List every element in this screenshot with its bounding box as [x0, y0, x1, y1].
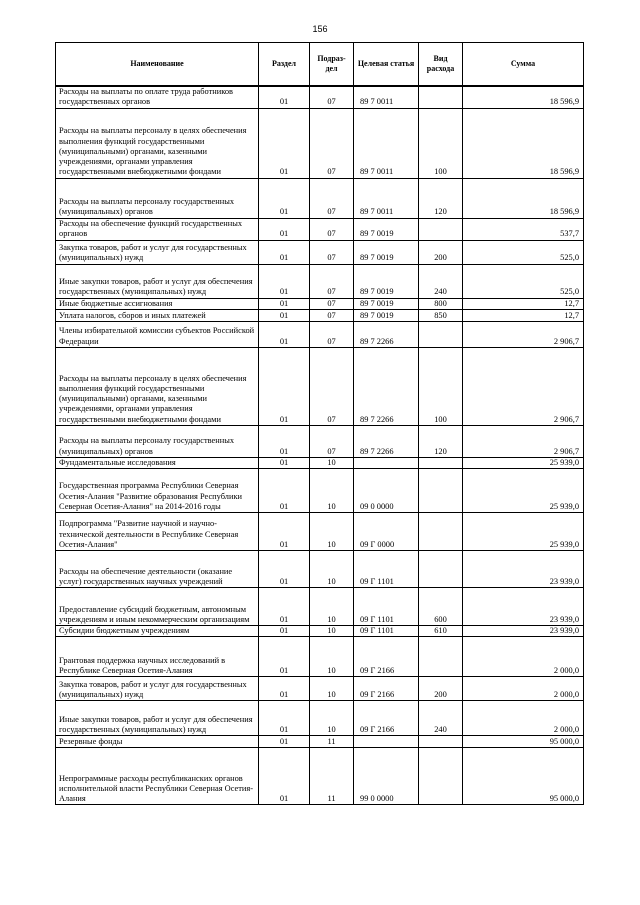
row-name: Расходы на выплаты персоналу в целях обеспечения выполнения функций государственными (муниципальными) органами, казенными учреждениями, органами управления государственными внебюджетными фондами — [56, 108, 259, 178]
row-section: 01 — [259, 550, 310, 587]
row-subsection: 07 — [310, 298, 354, 309]
row-target: 99 0 0000 — [354, 748, 419, 805]
table-row — [56, 677, 584, 701]
row-subsection: 07 — [310, 86, 354, 108]
row-subsection: 07 — [310, 240, 354, 264]
row-expense-type: 240 — [419, 264, 463, 298]
row-target: 89 7 0019 — [354, 298, 419, 309]
table-row — [56, 468, 584, 512]
row-sum: 23 939,0 — [463, 550, 584, 587]
row-sum: 12,7 — [463, 298, 584, 309]
row-expense-type: 850 — [419, 309, 463, 321]
row-sum: 23 939,0 — [463, 587, 584, 625]
row-section: 01 — [259, 587, 310, 625]
row-expense-type: 600 — [419, 587, 463, 625]
row-expense-type: 200 — [419, 677, 463, 701]
header-sum: Сумма — [463, 43, 584, 87]
row-sum: 18 596,9 — [463, 108, 584, 178]
row-section: 01 — [259, 625, 310, 636]
row-target: 09 Г 1101 — [354, 550, 419, 587]
row-name: Расходы на обеспечение деятельности (оказание услуг) государственных научных учреждений — [56, 550, 259, 587]
table-row — [56, 736, 584, 748]
row-name: Иные бюджетные ассигнования — [56, 298, 259, 309]
row-name: Подпрограмма "Развитие научной и научно-технической деятельности в Республике Северная Осетия-Алания" — [56, 512, 259, 550]
row-expense-type: 240 — [419, 701, 463, 736]
row-expense-type — [419, 86, 463, 108]
row-section: 01 — [259, 108, 310, 178]
row-subsection: 10 — [310, 701, 354, 736]
header-target: Целевая статья — [354, 43, 419, 87]
row-expense-type — [419, 550, 463, 587]
row-sum: 12,7 — [463, 309, 584, 321]
row-sum: 2 906,7 — [463, 425, 584, 457]
row-name: Иные закупки товаров, работ и услуг для обеспечения государственных (муниципальных) нужд — [56, 701, 259, 736]
table-row — [56, 748, 584, 805]
row-target: 09 Г 0000 — [354, 512, 419, 550]
row-subsection: 10 — [310, 457, 354, 468]
row-target — [354, 457, 419, 468]
row-section: 01 — [259, 512, 310, 550]
row-name: Иные закупки товаров, работ и услуг для обеспечения государственных (муниципальных) нужд — [56, 264, 259, 298]
row-target: 09 Г 2166 — [354, 637, 419, 677]
row-section: 01 — [259, 264, 310, 298]
row-section: 01 — [259, 736, 310, 748]
table-row — [56, 550, 584, 587]
row-section: 01 — [259, 321, 310, 347]
row-name: Резервные фонды — [56, 736, 259, 748]
row-target: 89 7 0011 — [354, 108, 419, 178]
row-subsection: 10 — [310, 550, 354, 587]
row-target — [354, 736, 419, 748]
table-header-row — [56, 43, 584, 87]
table-row — [56, 218, 584, 240]
row-section: 01 — [259, 677, 310, 701]
row-section: 01 — [259, 637, 310, 677]
row-subsection: 10 — [310, 677, 354, 701]
header-expense-type: Вид расхода — [419, 43, 463, 87]
row-name: Непрограммные расходы республиканских органов исполнительной власти Республики Северная Осетия-Алания — [56, 748, 259, 805]
row-section: 01 — [259, 218, 310, 240]
row-expense-type — [419, 748, 463, 805]
row-target: 89 7 2266 — [354, 425, 419, 457]
row-expense-type — [419, 637, 463, 677]
row-section: 01 — [259, 309, 310, 321]
row-section: 01 — [259, 425, 310, 457]
table-row — [56, 701, 584, 736]
row-target: 89 7 0011 — [354, 86, 419, 108]
row-expense-type — [419, 457, 463, 468]
row-section: 01 — [259, 347, 310, 425]
row-target: 89 7 0019 — [354, 264, 419, 298]
row-target: 89 7 0019 — [354, 240, 419, 264]
row-sum: 2 906,7 — [463, 347, 584, 425]
row-subsection: 10 — [310, 637, 354, 677]
row-expense-type: 120 — [419, 178, 463, 218]
row-target: 09 Г 1101 — [354, 587, 419, 625]
row-target: 09 0 0000 — [354, 468, 419, 512]
row-name: Расходы на выплаты персоналу государственных (муниципальных) органов — [56, 425, 259, 457]
row-sum: 2 000,0 — [463, 677, 584, 701]
table-row — [56, 298, 584, 309]
row-section: 01 — [259, 701, 310, 736]
row-subsection: 07 — [310, 108, 354, 178]
row-subsection: 07 — [310, 425, 354, 457]
row-section: 01 — [259, 468, 310, 512]
row-target: 89 7 0019 — [354, 309, 419, 321]
row-sum: 525,0 — [463, 264, 584, 298]
header-section: Раздел — [259, 43, 310, 87]
header-subsection: Подраз-дел — [310, 43, 354, 87]
row-subsection: 10 — [310, 468, 354, 512]
row-sum: 95 000,0 — [463, 736, 584, 748]
row-expense-type: 100 — [419, 108, 463, 178]
table-row — [56, 108, 584, 178]
row-sum: 18 596,9 — [463, 178, 584, 218]
row-target: 09 Г 2166 — [354, 701, 419, 736]
row-section: 01 — [259, 86, 310, 108]
header-name: Наименование — [56, 43, 259, 87]
row-expense-type: 200 — [419, 240, 463, 264]
row-subsection: 10 — [310, 625, 354, 636]
row-sum: 537,7 — [463, 218, 584, 240]
table-row — [56, 625, 584, 636]
row-target: 89 7 2266 — [354, 347, 419, 425]
row-subsection: 10 — [310, 587, 354, 625]
table-row — [56, 321, 584, 347]
row-sum: 25 939,0 — [463, 512, 584, 550]
row-name: Фундаментальные исследования — [56, 457, 259, 468]
row-subsection: 07 — [310, 178, 354, 218]
row-name: Закупка товаров, работ и услуг для государственных (муниципальных) нужд — [56, 677, 259, 701]
table-row — [56, 425, 584, 457]
row-name: Расходы на выплаты персоналу государственных (муниципальных) органов — [56, 178, 259, 218]
row-name: Расходы на выплаты по оплате труда работников государственных органов — [56, 86, 259, 108]
table-row — [56, 178, 584, 218]
row-subsection: 11 — [310, 736, 354, 748]
row-sum: 95 000,0 — [463, 748, 584, 805]
row-sum: 23 939,0 — [463, 625, 584, 636]
row-expense-type: 120 — [419, 425, 463, 457]
row-expense-type: 800 — [419, 298, 463, 309]
row-name: Члены избирательной комиссии субъектов Российской Федерации — [56, 321, 259, 347]
row-section: 01 — [259, 178, 310, 218]
table-row — [56, 309, 584, 321]
row-expense-type: 610 — [419, 625, 463, 636]
row-subsection: 07 — [310, 218, 354, 240]
table-row — [56, 347, 584, 425]
row-expense-type — [419, 321, 463, 347]
row-subsection: 07 — [310, 309, 354, 321]
row-target: 89 7 2266 — [354, 321, 419, 347]
row-name: Закупка товаров, работ и услуг для государственных (муниципальных) нужд — [56, 240, 259, 264]
row-target: 89 7 0019 — [354, 218, 419, 240]
row-sum: 2 000,0 — [463, 637, 584, 677]
row-section: 01 — [259, 240, 310, 264]
row-expense-type: 100 — [419, 347, 463, 425]
row-name: Предоставление субсидий бюджетным, автономным учреждениям и иным некоммерческим организациям — [56, 587, 259, 625]
row-section: 01 — [259, 457, 310, 468]
table-row — [56, 587, 584, 625]
row-name: Субсидии бюджетным учреждениям — [56, 625, 259, 636]
row-expense-type — [419, 736, 463, 748]
row-target: 09 Г 2166 — [354, 677, 419, 701]
table-row — [56, 512, 584, 550]
row-name: Уплата налогов, сборов и иных платежей — [56, 309, 259, 321]
row-expense-type — [419, 218, 463, 240]
row-name: Грантовая поддержка научных исследований в Республике Северная Осетия-Алания — [56, 637, 259, 677]
row-section: 01 — [259, 748, 310, 805]
row-expense-type — [419, 512, 463, 550]
table-row — [56, 457, 584, 468]
row-subsection: 07 — [310, 347, 354, 425]
row-sum: 25 939,0 — [463, 457, 584, 468]
table-row — [56, 240, 584, 264]
table-row — [56, 264, 584, 298]
table-row — [56, 637, 584, 677]
table-row — [56, 86, 584, 108]
row-expense-type — [419, 468, 463, 512]
table-body — [56, 86, 584, 805]
row-target: 09 Г 1101 — [354, 625, 419, 636]
row-section: 01 — [259, 298, 310, 309]
row-name: Государственная программа Республики Северная Осетия-Алания "Развитие образования Республики Северная Осетия-Алания" на 2014-2016 годы — [56, 468, 259, 512]
row-subsection: 07 — [310, 264, 354, 298]
row-subsection: 10 — [310, 512, 354, 550]
row-name: Расходы на выплаты персоналу в целях обеспечения выполнения функций государственными (муниципальными) органами, казенными учреждениями, органами управления государственными внебюджетными фондами — [56, 347, 259, 425]
row-sum: 525,0 — [463, 240, 584, 264]
row-subsection: 11 — [310, 748, 354, 805]
row-sum: 2 906,7 — [463, 321, 584, 347]
row-sum: 18 596,9 — [463, 86, 584, 108]
row-sum: 2 000,0 — [463, 701, 584, 736]
page-number: 156 — [312, 24, 328, 34]
row-sum: 25 939,0 — [463, 468, 584, 512]
row-target: 89 7 0011 — [354, 178, 419, 218]
budget-table — [55, 42, 584, 805]
row-subsection: 07 — [310, 321, 354, 347]
row-name: Расходы на обеспечение функций государственных органов — [56, 218, 259, 240]
